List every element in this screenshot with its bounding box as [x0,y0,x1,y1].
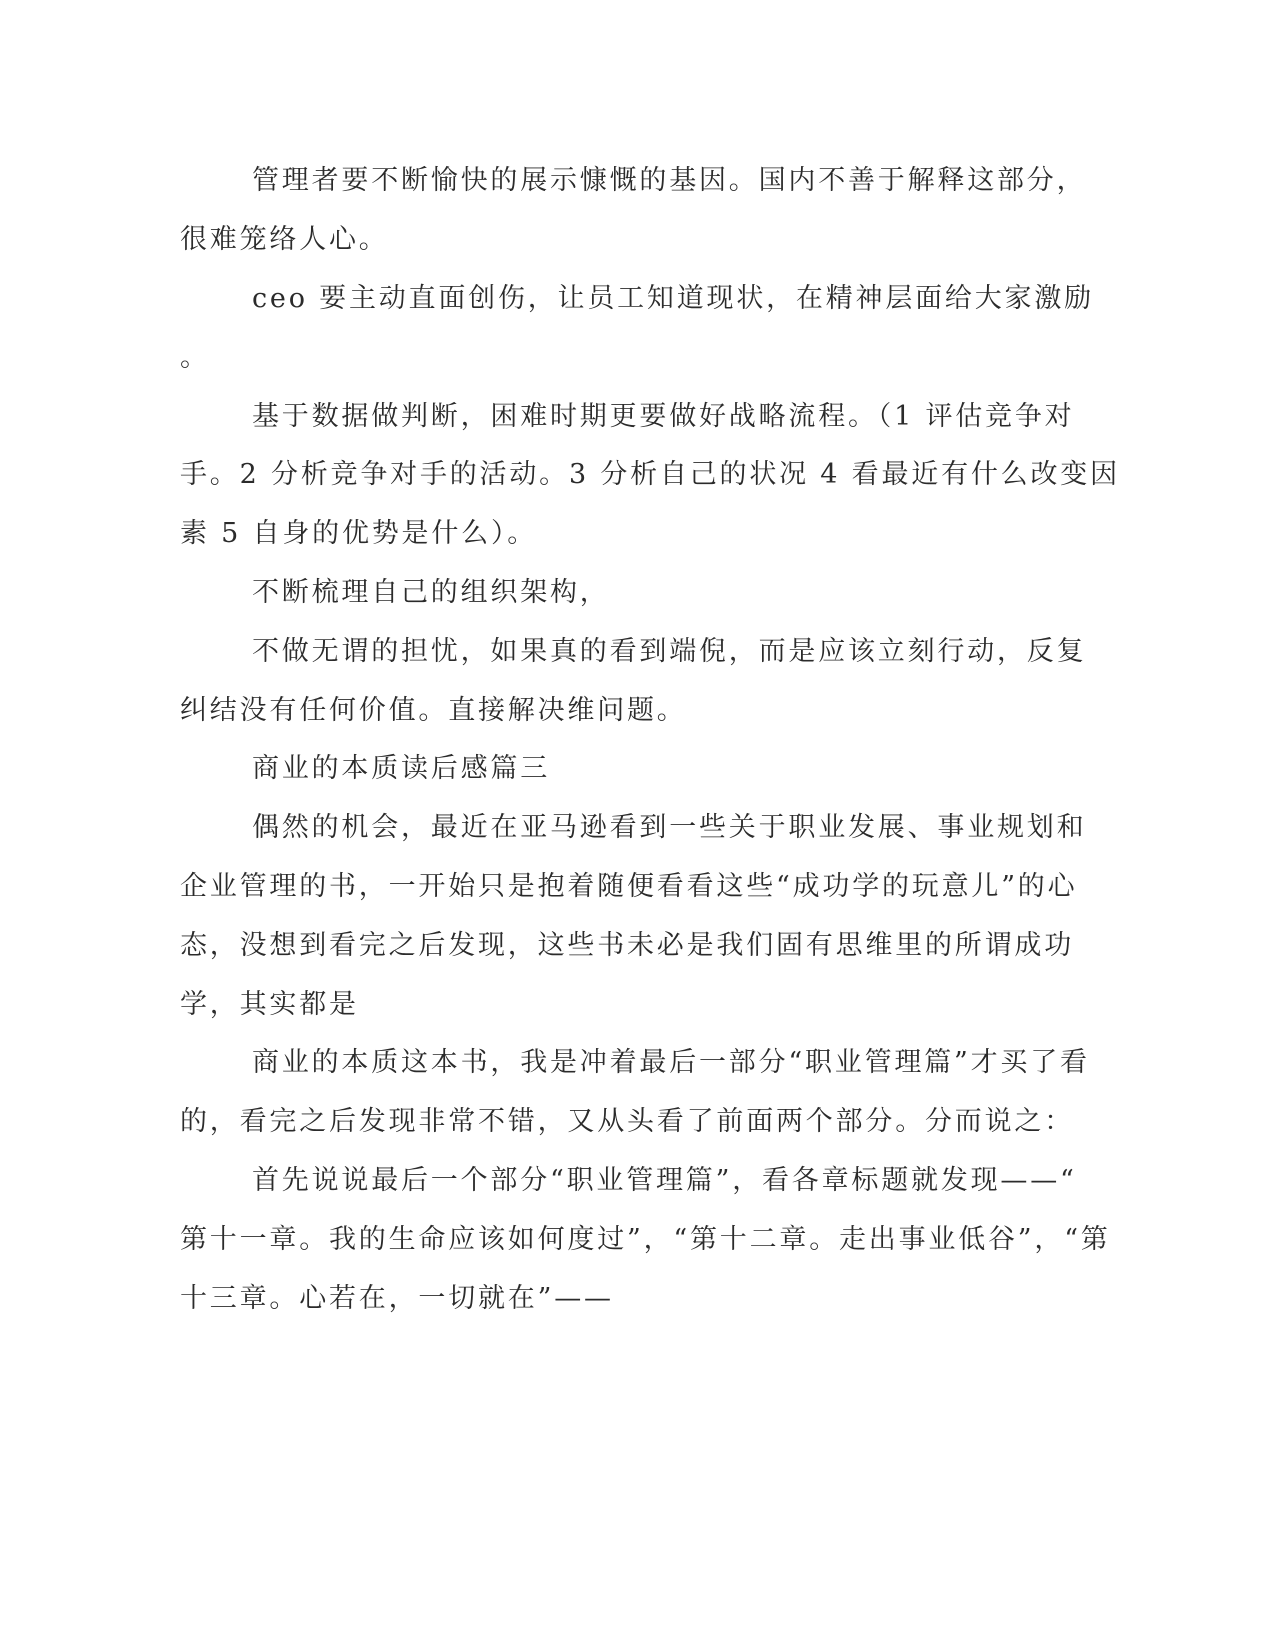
paragraph-line: 首先说说最后一个部分“职业管理篇”，看各章标题就发现——“ [252,1165,1077,1196]
paragraph-line: 的，看完之后发现非常不错，又从头看了前面两个部分。分而说之： [180,1106,1074,1137]
paragraph-line: 纠结没有任何价值。直接解决维问题。 [180,695,687,726]
paragraph-line: 第十一章。我的生命应该如何度过”，“第十二章。走出事业低谷”，“第 [180,1224,1111,1255]
paragraph-line: 不断梳理自己的组织架构， [252,577,610,608]
paragraph-line: 手。2 分析竞争对手的活动。3 分析自己的状况 4 看最近有什么改变因 [180,459,1120,490]
paragraph-line: 不做无谓的担忧，如果真的看到端倪，而是应该立刻行动，反复 [252,636,1087,667]
paragraph-line: 态，没想到看完之后发现，这些书未必是我们固有思维里的所谓成功 [180,930,1074,961]
paragraph-line: 偶然的机会，最近在亚马逊看到一些关于职业发展、事业规划和 [252,812,1087,843]
paragraph-line: 。 [180,342,210,373]
paragraph-line: 商业的本质这本书，我是冲着最后一部分“职业管理篇”才买了看 [252,1047,1090,1078]
paragraph-line: 素 5 自身的优势是什么）。 [180,518,538,549]
section-heading: 商业的本质读后感篇三 [252,753,550,784]
paragraph-line: 基于数据做判断，困难时期更要做好战略流程。（1 评估竞争对 [252,401,1075,432]
paragraph-line: 很难笼络人心。 [180,224,389,255]
paragraph-line: 企业管理的书，一开始只是抱着随便看看这些“成功学的玩意儿”的心 [180,871,1078,902]
paragraph-line: 十三章。心若在，一切就在”—— [180,1283,614,1314]
paragraph-line: ceo 要主动直面创伤，让员工知道现状，在精神层面给大家激励 [252,283,1094,314]
paragraph-line: 管理者要不断愉快的展示慷慨的基因。国内不善于解释这部分， [252,165,1087,196]
paragraph-line: 学，其实都是 [180,989,359,1020]
